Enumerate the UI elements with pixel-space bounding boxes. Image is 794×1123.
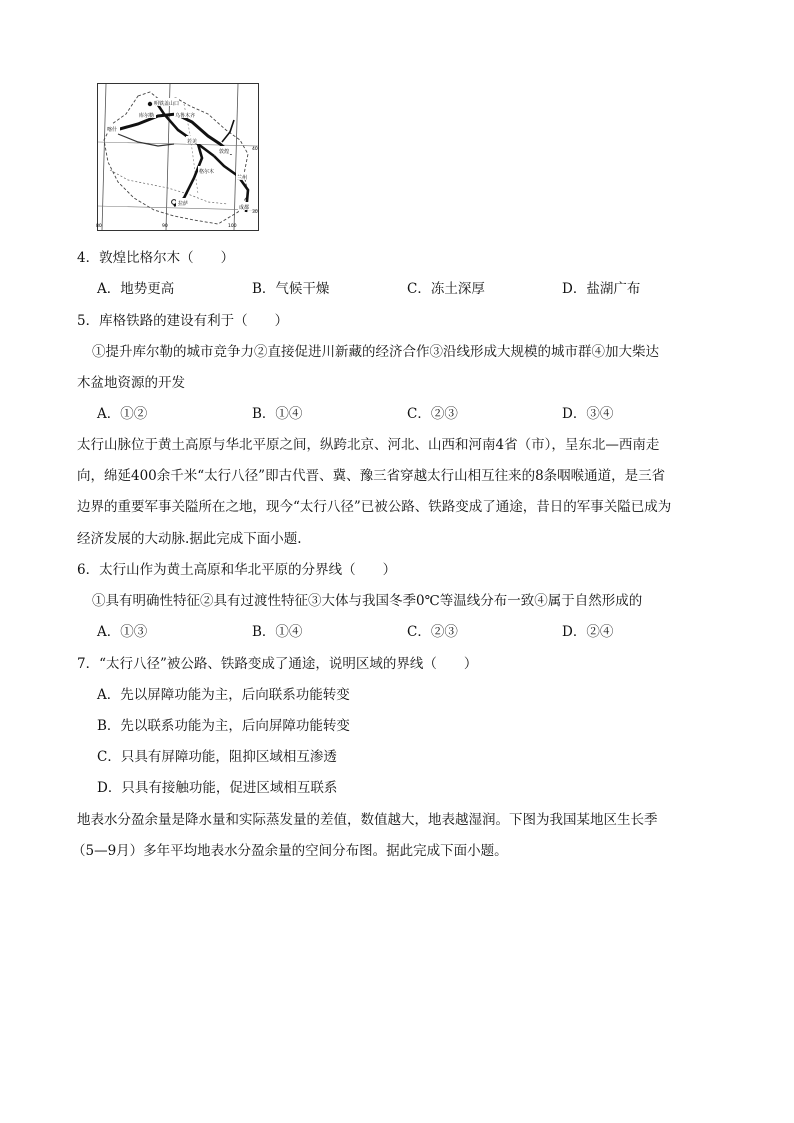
option-b[interactable]: B．先以联系功能为主，后向屏障功能转变 [97,718,350,734]
option-c[interactable]: C．②③ [407,624,458,640]
map-label-lanzhou: 兰州 [237,175,248,181]
map-label-lhasa: 拉萨 [178,201,189,207]
city-marker [148,102,152,106]
option-d[interactable]: D．盐湖广布 [562,281,641,297]
passage-1-line-1: 太行山脉位于黄土高原与华北平原之间，纵跨北京、河北、山西和河南4省（市），呈东北—西南走 [77,437,660,453]
question-5-options [97,404,717,424]
question-6-options [97,622,717,642]
map-tick-lat-40: 40 [252,147,258,152]
map-label-dunhuang: 敦煌 [219,149,230,155]
map-label-pass: 明铁盖山口 [154,101,180,107]
question-5-items-line-2: 木盆地资源的开发 [77,375,185,391]
map-graphic [98,84,258,230]
option-b[interactable]: B．气候干燥 [252,281,330,297]
map-tick-lon-100: 100 [228,224,237,229]
map-label-kashgar: 喀什 [107,127,118,133]
map-label-korla: 库尔勒 [139,113,155,119]
map-label-chengdu: 成都 [239,205,250,211]
option-b[interactable]: B．①④ [252,624,303,640]
passage-1-line-4: 经济发展的大动脉.据此完成下面小题. [77,531,302,547]
map-label-golmud: 格尔木 [199,169,215,175]
map-label-ruoqiang: 若羌 [187,139,198,145]
option-a[interactable]: A．①② [97,406,148,422]
question-7-stem: 7．“太行八径”被公路、铁路变成了通途，说明区域的界线（ ） [77,656,478,672]
question-4-options [97,279,717,299]
option-d[interactable]: D．只具有接触功能，促进区域相互联系 [97,780,338,796]
option-b[interactable]: B．①④ [252,406,303,422]
option-c[interactable]: C．只具有屏障功能，阻抑区域相互渗透 [97,749,337,765]
map-tick-lat-30: 30 [252,210,258,215]
city-marker [172,200,177,205]
map-label-city-a: 乌鲁木齐 [175,113,196,119]
railway-map-figure [97,83,259,231]
option-c[interactable]: C．②③ [407,406,458,422]
question-5-items-line-1: ①提升库尔勒的城市竞争力②直接促进川新藏的经济合作③沿线形成大规模的城市群④加大柴达 [92,344,659,360]
passage-1-line-3: 边界的重要军事关隘所在之地，现今“太行八径”已被公路、铁路变成了通途，昔日的军事关隘已成为 [77,499,672,515]
passage-1-line-2: 向，绵延400余千米“太行八径”即古代晋、冀、豫三省穿越太行山相互往来的8条咽喉通道，是三省 [77,468,666,484]
question-5-stem: 5．库格铁路的建设有利于（ ） [77,313,289,329]
question-6-items: ①具有明确性特征②具有过渡性特征③大体与我国冬季0℃等温线分布一致④属于自然形成的 [92,593,643,609]
map-tick-lon-80: 80 [96,224,102,229]
option-c[interactable]: C．冻土深厚 [407,281,485,297]
option-a[interactable]: A．先以屏障功能为主，后向联系功能转变 [97,687,350,703]
option-d[interactable]: D．②④ [562,624,614,640]
passage-2-line-1: 地表水分盈余量是降水量和实际蒸发量的差值，数值越大，地表越湿润。下图为我国某地区生长季 [77,812,658,828]
map-tick-lon-90: 90 [162,224,168,229]
option-d[interactable]: D．③④ [562,406,614,422]
passage-2-line-2: （5—9月）多年平均地表水分盈余量的空间分布图。据此完成下面小题。 [72,843,508,859]
question-4-stem: 4．敦煌比格尔木（ ） [77,250,235,266]
option-a[interactable]: A．地势更高 [97,281,175,297]
question-6-stem: 6．太行山作为黄土高原和华北平原的分界线（ ） [77,562,397,578]
option-a[interactable]: A．①③ [97,624,148,640]
